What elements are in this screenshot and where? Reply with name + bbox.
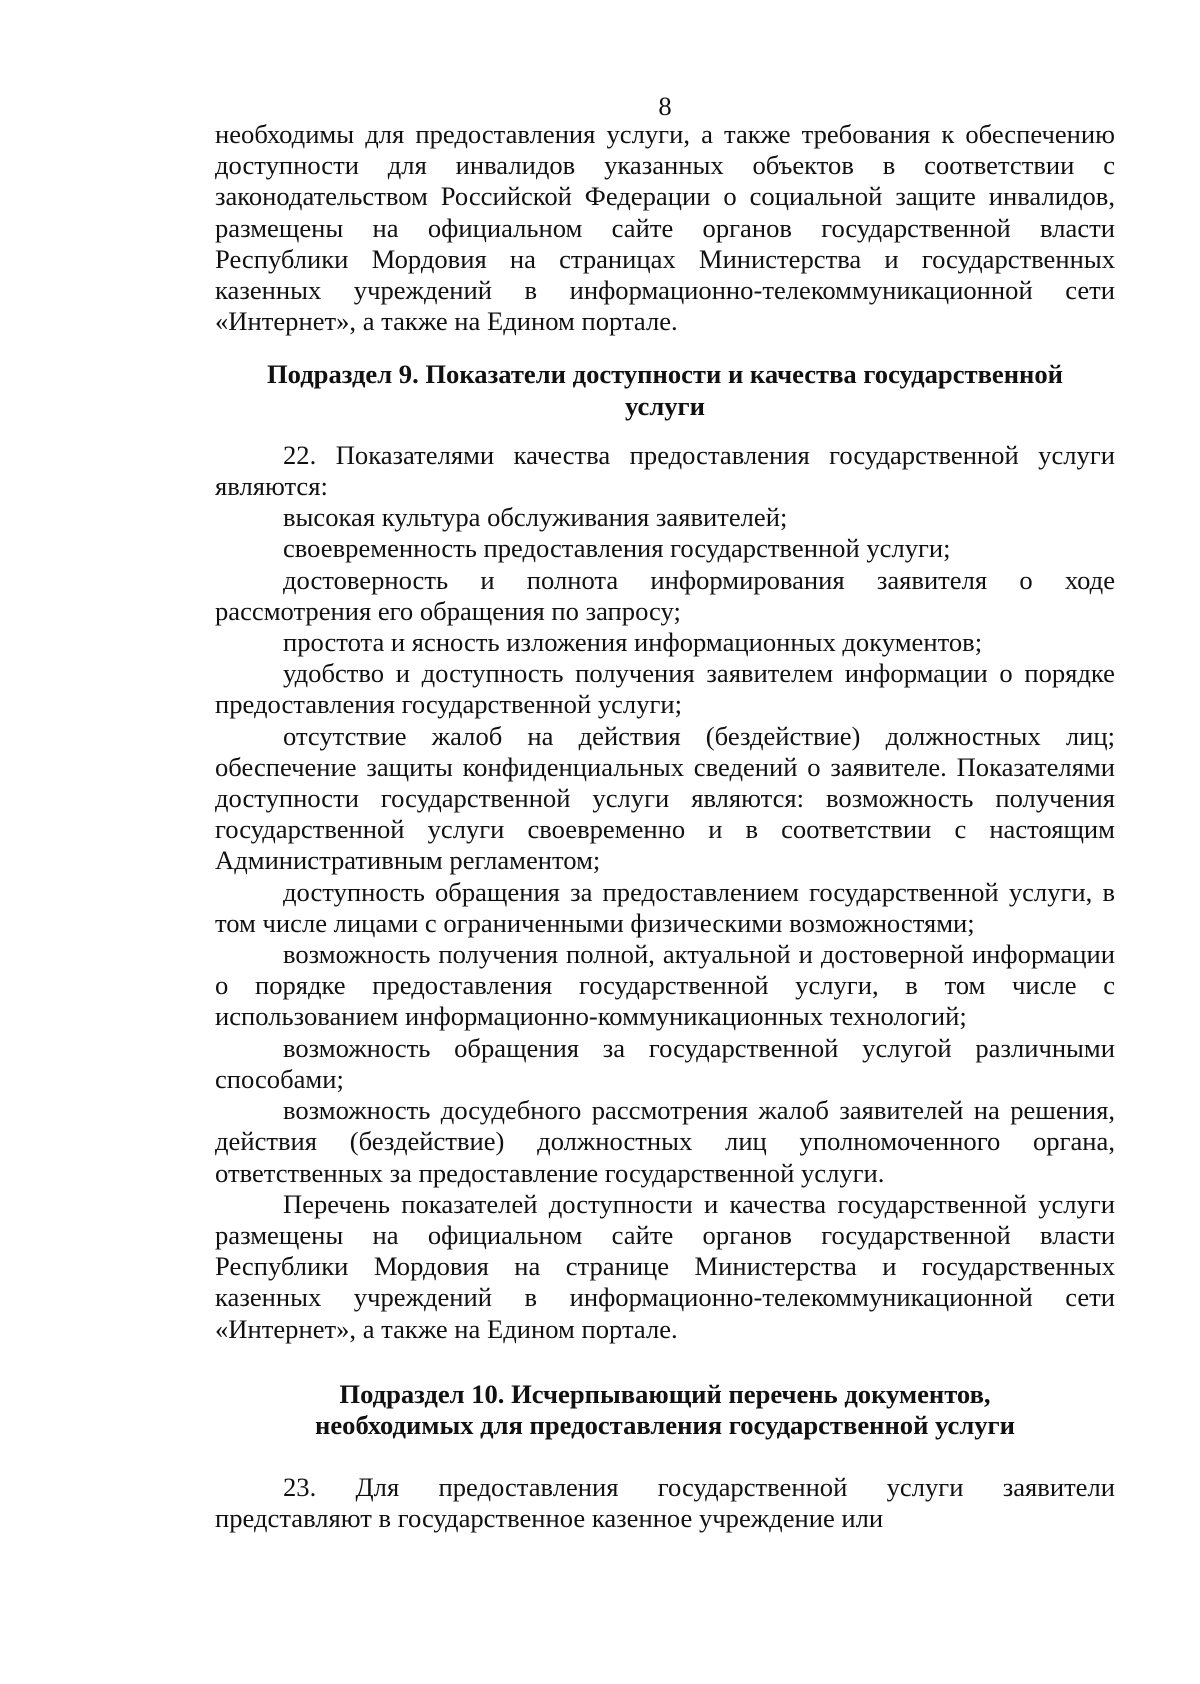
- list-item-quality-culture: высокая культура обслуживания заявителей;: [283, 502, 788, 533]
- heading-subsection-10-line1: Подраздел 10. Исчерпывающий перечень документов,: [339, 1378, 991, 1409]
- heading-subsection-9-line2: услуги: [625, 390, 705, 421]
- paragraph-22-intro: 22. Показателями качества предоставления государственной услуги являются:: [215, 439, 1115, 502]
- page-content: [215, 93, 1115, 1535]
- heading-subsection-10-line2: необходимых для предоставления государственной услуги: [315, 1409, 1015, 1440]
- list-item-accessibility: доступность обращения за предоставлением государственной услуги, в том числе лицами с ограниченными физическими возможностями;: [215, 876, 1115, 938]
- page-number: 8: [658, 91, 672, 121]
- list-item-pretrial: возможность досудебного рассмотрения жалоб заявителей на решения, действия (бездействие) должностных лиц уполномоченного органа, ответственных за предоставление государственной услуги.: [215, 1095, 1115, 1188]
- paragraph-23: 23. Для предоставления государственной услуги заявители представляют в государственное казенное учреждение или: [215, 1472, 1115, 1534]
- list-item-no-complaints: отсутствие жалоб на действия (бездействие) должностных лиц; обеспечение защиты конфиденциальных сведений о заявителе. Показателями доступности государственной услуги являются: возможность получения государственной услуги своевременно и в соответствии с настоящим Административным регламентом;: [215, 720, 1115, 876]
- list-item-timeliness: своевременность предоставления государственной услуги;: [283, 533, 951, 564]
- list-item-simplicity: простота и ясность изложения информационных документов;: [283, 627, 983, 658]
- heading-subsection-9-line1: Подраздел 9. Показатели доступности и качества государственной: [266, 359, 1064, 390]
- list-item-methods: возможность обращения за государственной услугой различными способами;: [215, 1032, 1115, 1094]
- list-item-information: возможность получения полной, актуальной и достоверной информации о порядке предоставления государственной услуги, в том числе с использованием информационно-коммуникационных технологий;: [215, 939, 1115, 1032]
- list-item-reliability: достоверность и полнота информирования заявителя о ходе рассмотрения его обращения по запросу;: [215, 564, 1115, 626]
- paragraph-indicators-list: Перечень показателей доступности и качества государственной услуги размещены на официальном сайте органов государственной власти Республики Мордовия на странице Министерства и государственных казенных учреждений в информационно-телекоммуникационной сети «Интернет», а также на Едином портале.: [215, 1188, 1115, 1344]
- intro-paragraph: необходимы для предоставления услуги, а также требования к обеспечению доступности для инвалидов указанных объектов в соответствии с законодательством Российской Федерации о социальной защите инвалидов, размещены на официальном сайте органов государственной власти Республики Мордовия на страницах Министерства и государственных казенных учреждений в информационно-телекоммуникационной сети «Интернет», а также на Едином портале.: [215, 119, 1115, 337]
- list-item-convenience: удобство и доступность получения заявителем информации о порядке предоставления государственной услуги;: [215, 658, 1115, 720]
